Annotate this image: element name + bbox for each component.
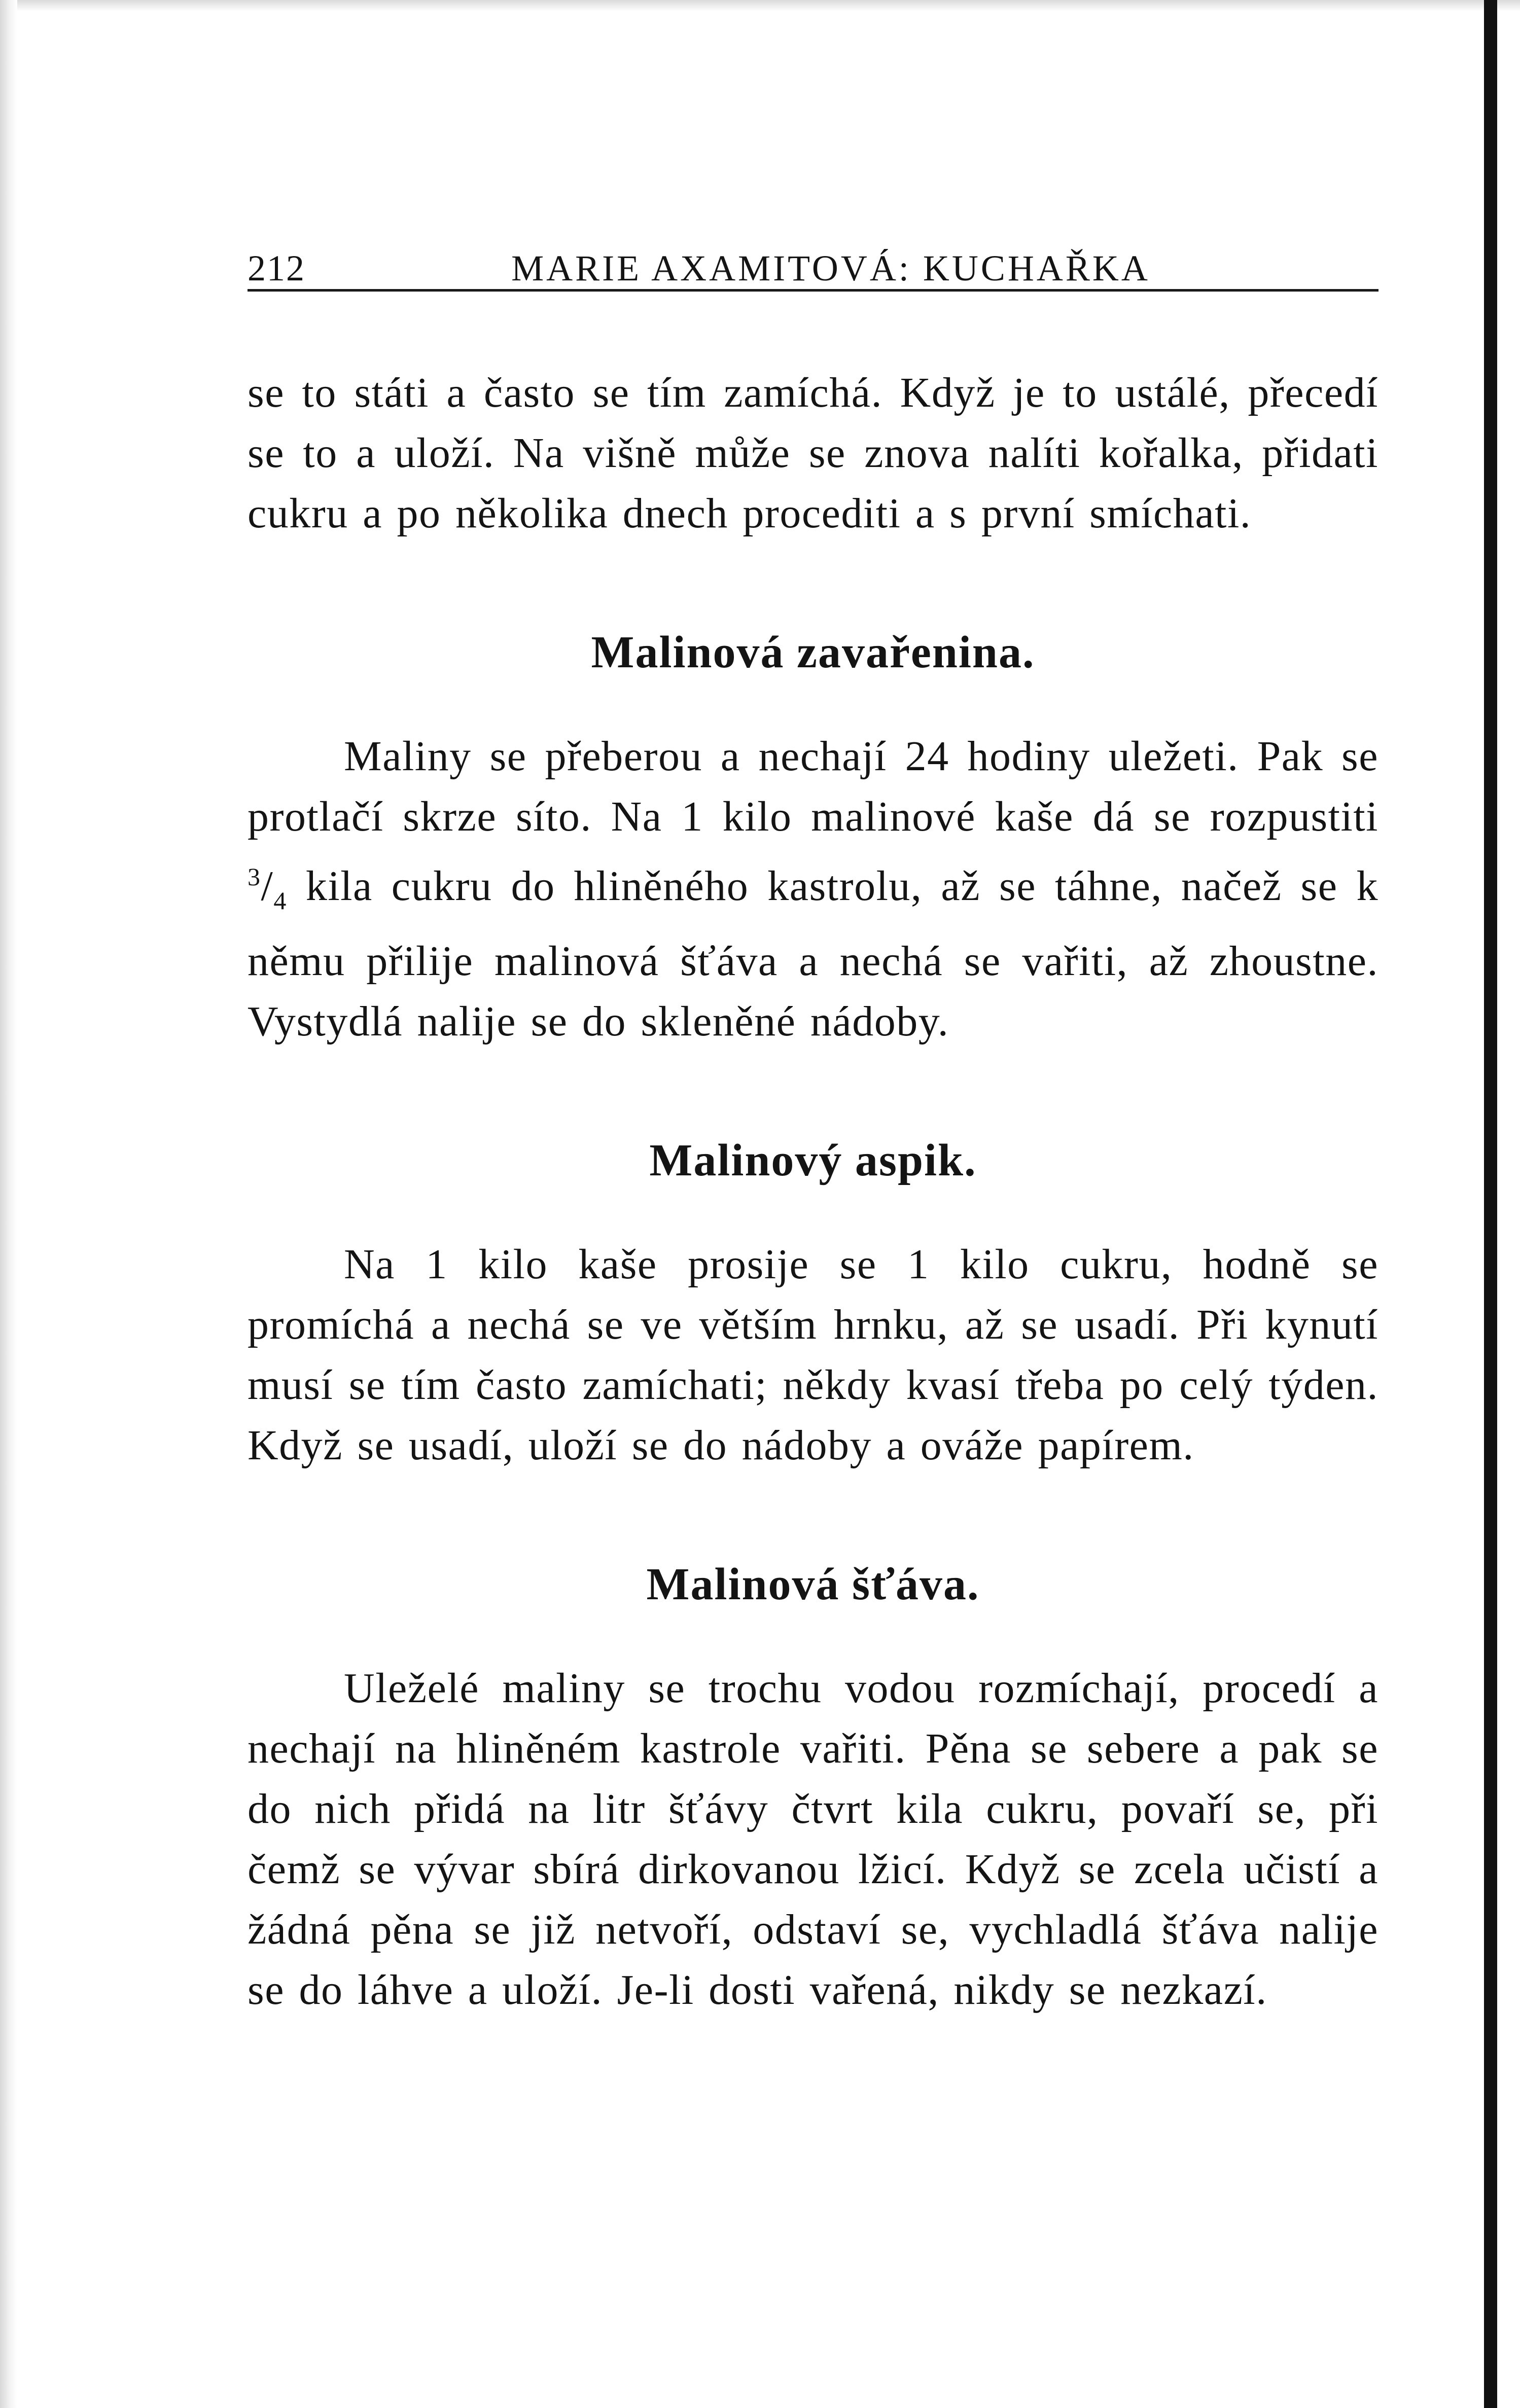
section-text-malinovy-aspik: Na 1 kilo kaše prosije se 1 kilo cukru, hodně se promíchá a nechá se ve větším hrnku, až se usadí. Při kynutí musí se tím často zamíchati; někdy kvasí třeba po celý týden. Když se usadí, uloží se do nádoby a ováže papírem.	[248, 1240, 1378, 1469]
scan-edge-right-border	[1484, 0, 1497, 2408]
section-text-malinova-stava: Uleželé maliny se trochu vodou rozmíchají, procedí a nechají na hliněném kastrole vařiti. Pěna se sebere a pak se do nich přidá na litr šťávy čtvrt kila cukru, povaří se, při čemž se vývar sbírá dirkovanou lžicí. Když se zcela učistí a žádná pěna se již netvoří, odstaví se, vychladlá šťáva nalije se do láhve a uloží. Je-li dosti vařená, nikdy se nezkazí.	[248, 1664, 1378, 2014]
book-page	[248, 238, 1378, 2020]
running-title: MARIE AXAMITOVÁ: KUCHAŘKA	[511, 248, 1150, 289]
page-number: 212	[248, 248, 305, 289]
section-title-malinovy-aspik: Malinový aspik.	[649, 1135, 977, 1185]
fraction-three-quarters: $^3/_4$	[248, 862, 287, 915]
scan-edge-top	[0, 0, 1520, 11]
fraction-denominator: 4	[273, 886, 287, 915]
section-text-part-1: Maliny se přeberou a nechají 24 hodiny uležeti. Pak se protlačí skrze síto. Na 1 kilo malinové kaše dá se rozpustiti	[248, 733, 1378, 840]
section-text-part-2: kila cukru do hliněného kastrolu, až se táhne, načež se k němu přilije malinová šťáva a nechá se vařiti, až zhoustne. Vystydlá nalije se do skleněné nádoby.	[248, 862, 1378, 1045]
section-text-malinova-zavarenina	[248, 726, 1378, 1052]
section-title-malinova-zavarenina: Malinová zavařenina.	[591, 627, 1035, 677]
scan-edge-left	[0, 0, 17, 2408]
intro-paragraph: se to státi a často se tím zamíchá. Když je to ustálé, přecedí se to a uloží. Na višně může se znova nalíti kořalka, přidati cukru a po několika dnech procediti a s první smíchati.	[248, 369, 1378, 537]
section-title-malinova-stava: Malinová šťáva.	[646, 1559, 980, 1609]
running-head	[248, 238, 1378, 292]
fraction-numerator: 3	[248, 862, 261, 891]
